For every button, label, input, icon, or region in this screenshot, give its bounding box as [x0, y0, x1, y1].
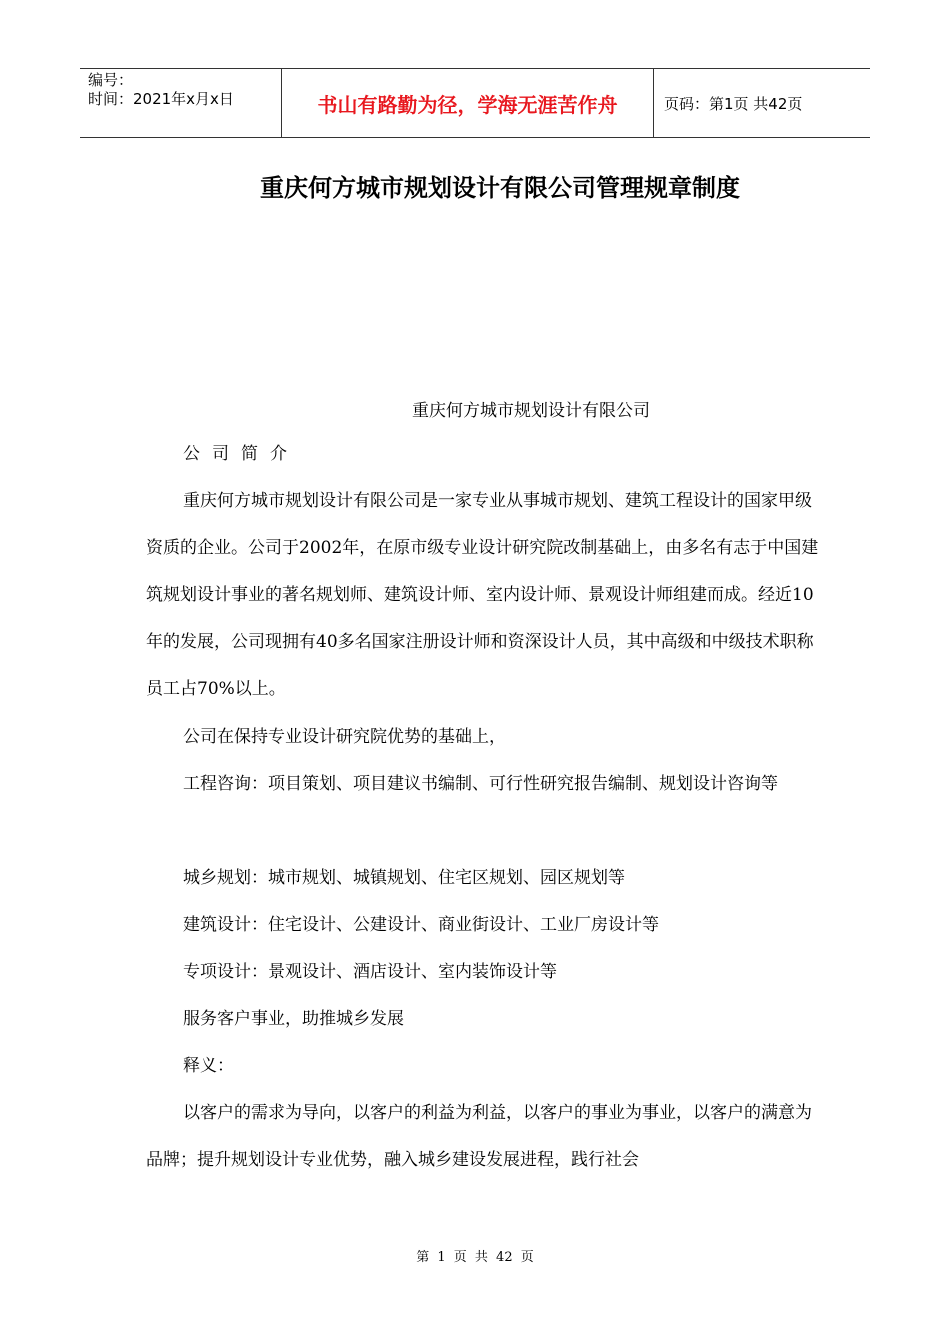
special-design-paragraph: 专项设计：景观设计、酒店设计、室内装饰设计等: [183, 962, 557, 982]
page-info-cell: [654, 69, 870, 137]
section-heading: 公司简介: [183, 444, 299, 464]
document-title: 重庆何方城市规划设计有限公司管理规章制度: [260, 174, 740, 202]
consulting-paragraph: 工程咨询：项目策划、项目建议书编制、可行性研究报告编制、规划设计咨询等: [183, 774, 778, 794]
page-info-text: 页码：第1页 共42页: [664, 94, 803, 113]
company-name: 重庆何方城市规划设计有限公司: [412, 401, 650, 421]
architecture-paragraph: 建筑设计：住宅设计、公建设计、商业街设计、工业厂房设计等: [183, 915, 659, 935]
meaning-label: 释义：: [183, 1056, 234, 1076]
header-meta-cell: [80, 69, 282, 137]
intro-paragraph: 重庆何方城市规划设计有限公司是一家专业从事城市规划、建筑工程设计的国家甲级资质的企业。公司于2002年，在原市级专业设计研究院改制基础上，由多名有志于中国建筑规划设计事业的著名规划师、建筑设计师、室内设计师、景观设计师组建而成。经近10年的发展，公司现拥有40多名国家注册设计师和资深设计人员，其中高级和中级技术职称员工占70%以上。: [146, 491, 819, 699]
planning-paragraph: 城乡规划：城市规划、城镇规划、住宅区规划、园区规划等: [183, 868, 625, 888]
motto-text: 书山有路勤为径，学海无涯苦作舟: [317, 92, 618, 117]
time-label: 时间：2021年x月x日: [88, 90, 234, 108]
header-table: [80, 68, 870, 138]
meaning-paragraph: 以客户的需求为导向，以客户的利益为利益，以客户的事业为事业，以客户的满意为品牌；提升规划设计专业优势，融入城乡建设发展进程，践行社会: [146, 1103, 812, 1170]
slogan-paragraph: 服务客户事业，助推城乡发展: [183, 1009, 404, 1029]
motto-cell: [282, 69, 654, 137]
page-footer: 第 1 页 共 42 页: [416, 1250, 534, 1265]
number-label: 编号：: [88, 71, 134, 89]
advantage-paragraph: 公司在保持专业设计研究院优势的基础上，: [183, 727, 506, 747]
